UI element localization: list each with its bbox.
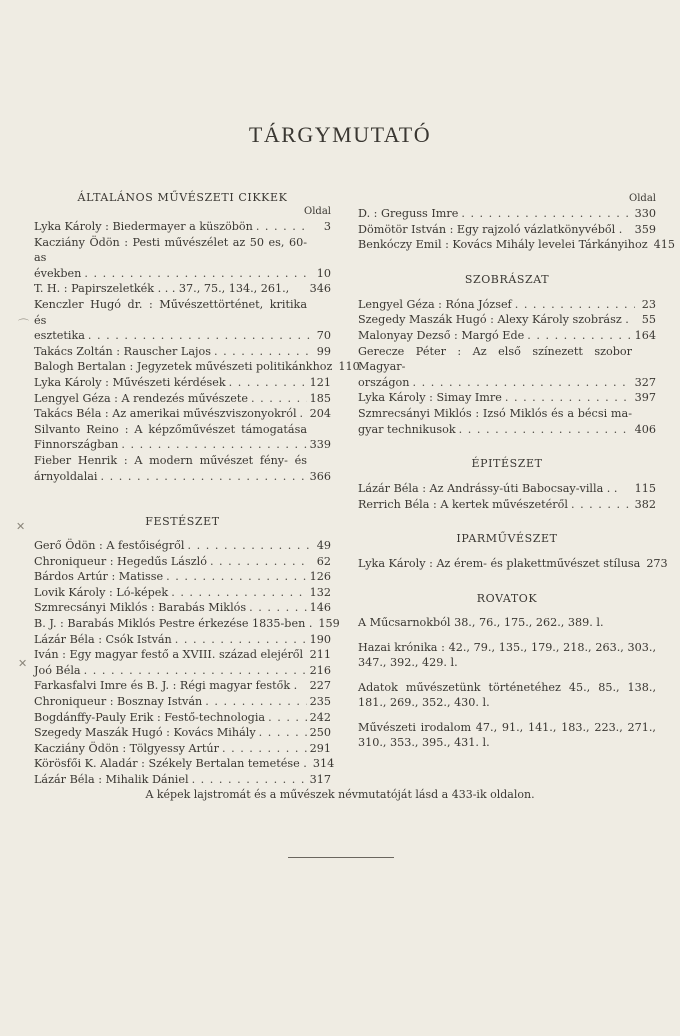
dot-leader (205, 694, 306, 710)
section-heading-painting: FESTÉSZET (145, 515, 220, 529)
index-entry (34, 359, 360, 375)
entry-title: Lyka Károly : Az érem- és plakettművészet stílusa (358, 557, 641, 571)
entry-page-number: 235 (309, 695, 331, 709)
entry-title: Körösfői K. Aladár : Székely Bertalan temetése . (34, 757, 307, 771)
index-entry-line (358, 312, 656, 328)
pencil-mark-icon: ✕ (18, 657, 28, 670)
index-entry (34, 219, 331, 235)
index-entry-line (34, 554, 331, 570)
index-entry (34, 725, 331, 741)
entry-page-number: 49 (316, 539, 331, 553)
entry-title: Lyka Károly : Simay Imre (358, 391, 502, 405)
entry-page-number: 366 (309, 469, 331, 483)
index-entry (358, 237, 675, 253)
footer-note: A képek lajstromát és a művészek névmutatóját lásd a 433-ik oldalon. (145, 788, 535, 801)
index-entry (34, 375, 331, 391)
index-entry (358, 206, 656, 222)
index-entry-line (34, 375, 331, 391)
index-entry-line (34, 756, 335, 772)
entry-title: Kacziány Ödön : Tölgyessy Artúr (34, 741, 219, 755)
entry-page-number: 121 (309, 375, 331, 389)
entry-title: Joó Béla (34, 663, 81, 677)
entry-page-number: 190 (309, 632, 331, 646)
pencil-mark-icon: ✕ (16, 520, 26, 533)
entry-title: Lyka Károly : Biedermayer a küszöbön (34, 220, 253, 233)
entry-title: B. J. : Barabás Miklós Pestre érkezése 1835-ben . (34, 617, 313, 631)
index-entry (358, 328, 656, 344)
entry-title: országon (358, 375, 410, 389)
dot-leader (101, 469, 307, 485)
dot-leader (84, 266, 310, 282)
index-entry (34, 422, 331, 453)
index-entry-line (34, 469, 331, 485)
entry-title: Lázár Béla : Csók István (34, 632, 172, 646)
entry-title: Rerrich Béla : A kertek művészetéről (358, 497, 568, 511)
entry-page-number: 339 (309, 438, 331, 452)
index-entry-line (358, 375, 656, 391)
entry-page-number: 273 (646, 557, 668, 571)
entry-title: Gerecze Péter : Az első színezett szobor Magyar- (358, 344, 632, 374)
entry-page-number: 382 (634, 497, 656, 511)
entry-page-number: 23 (641, 297, 656, 311)
index-entry (34, 453, 331, 484)
section-heading-sculpture: SZOBRÁSZAT (464, 272, 550, 286)
dot-leader (84, 663, 307, 679)
entry-title: Szmrecsányi Miklós : Barabás Miklós (34, 601, 247, 615)
entry-page-number: 10 (316, 266, 331, 280)
index-entry (358, 497, 656, 513)
entry-title: Chroniqueur : Hegedűs László (34, 554, 207, 568)
entry-title: Szmrecsányi Miklós : Izsó Miklós és a bécsi ma- (358, 406, 632, 420)
dot-leader (222, 741, 307, 757)
index-entry-line (34, 632, 331, 648)
page-column-label-right: Oldal (629, 193, 656, 204)
index-entry (34, 554, 331, 570)
index-entry (34, 632, 331, 648)
entry-page-number: 250 (309, 726, 331, 740)
index-entry (34, 538, 331, 554)
entry-title: D. : Greguss Imre (358, 207, 459, 220)
index-entry-line (34, 266, 331, 282)
entry-title: árnyoldalai (34, 469, 98, 483)
entry-title: Lázár Béla : Az Andrássy-úti Babocsay-villa . . (358, 482, 618, 496)
index-entry-line (358, 497, 656, 513)
entry-title: Szegedy Maszák Hugó : Alexy Károly szobrász . (358, 313, 629, 327)
entry-title: Kenczler Hugó dr. : Művészettörténet, kritika és (34, 297, 307, 327)
index-entry-line (34, 406, 331, 422)
dot-leader (188, 538, 311, 554)
entry-page-number: 110 (338, 360, 360, 374)
index-entry-line (34, 647, 331, 663)
index-entry-line (34, 391, 331, 407)
column-entry: Hazai krónika : 42., 79., 135., 179., 218., 263., 303., 347., 392., 429. l. (358, 640, 656, 670)
entry-page-number: 132 (309, 585, 331, 599)
index-entry-line (34, 600, 331, 616)
index-entry-line (34, 741, 331, 757)
index-entry-line (34, 725, 331, 741)
entry-page-number: 330 (634, 207, 656, 220)
section-architecture-entries (358, 481, 656, 512)
entry-page-number: 62 (316, 554, 331, 568)
entry-page-number: 99 (316, 344, 331, 358)
entry-title: években (34, 266, 82, 280)
entry-page-number: 216 (309, 663, 331, 677)
dot-leader (88, 328, 310, 344)
entry-title: Fieber Henrik : A modern művészet fény- és (34, 453, 307, 467)
section-applied-arts-entries (358, 556, 668, 572)
index-entry (358, 556, 668, 572)
index-entry (34, 647, 331, 663)
index-entry (358, 312, 656, 328)
index-entry-line (34, 328, 331, 344)
index-entry (34, 235, 331, 282)
index-entry (358, 344, 656, 391)
dot-leader (256, 219, 310, 235)
column-entry: Művészeti irodalom 47., 91., 141., 183., 223., 271., 310., 353., 395., 431. l. (358, 720, 656, 750)
index-entry (34, 600, 331, 616)
entry-title: Malonyay Dezső : Margó Ede (358, 328, 525, 342)
entry-page-number: 115 (634, 482, 656, 496)
right-column (358, 190, 675, 760)
index-entry (34, 569, 331, 585)
index-entry-line (34, 710, 331, 726)
dot-leader (268, 710, 307, 726)
entry-page-number: 314 (312, 757, 335, 771)
entry-title: Balogh Bertalan : Jegyzetek művészeti politikánkhoz (34, 360, 333, 374)
dot-leader (571, 497, 632, 513)
dot-leader (259, 725, 307, 741)
index-entry-line (358, 328, 656, 344)
entry-page-number: 204 (309, 407, 331, 421)
entry-title: Lovik Károly : Ló-képek (34, 585, 169, 599)
index-entry-line (358, 390, 656, 406)
index-entry-line (34, 219, 331, 235)
index-entry-line (34, 569, 331, 585)
dot-leader (175, 632, 307, 648)
entry-title: Dömötör István : Egy rajzoló vázlatkönyvéből . (358, 222, 623, 236)
index-entry (34, 297, 331, 344)
dot-leader (515, 297, 635, 313)
dot-leader (121, 437, 306, 453)
entry-page-number: 406 (634, 422, 656, 436)
entry-title: T. H. : Papirszeletkék . . . 37., 75., 134., 261., (34, 282, 290, 296)
entry-page-number: 327 (634, 375, 656, 389)
divider-rule (288, 857, 394, 858)
section-general-entries (34, 219, 360, 484)
index-entry (34, 756, 335, 772)
index-entry (34, 616, 340, 632)
index-entry-line (358, 297, 656, 313)
entry-page-number: 211 (309, 648, 331, 662)
entry-title: Farkasfalvi Imre és B. J. : Régi magyar festők . (34, 679, 298, 693)
index-entry (34, 585, 331, 601)
index-entry-line (34, 437, 331, 453)
dot-leader (229, 375, 307, 391)
dot-leader (505, 390, 632, 406)
section-heading-columns: ROVATOK (476, 591, 538, 605)
pencil-mark-icon: ⌒ (18, 318, 29, 331)
section-heading-architecture: ÉPITÉSZET (471, 457, 543, 471)
section-heading-applied-arts: IPARMŰVÉSZET (456, 532, 558, 546)
entry-page-number: 317 (309, 773, 331, 786)
entry-title: Chroniqueur : Bosznay István (34, 695, 203, 709)
entry-page-number: 415 (653, 238, 675, 252)
entry-page-number: 146 (309, 601, 331, 615)
entry-title: Takács Zoltán : Rauscher Lajos (34, 344, 211, 358)
dot-leader (166, 569, 307, 585)
index-entry-line (358, 237, 675, 253)
dot-leader (300, 406, 307, 422)
entry-title: Lengyel Géza : Róna József (358, 297, 512, 311)
section-sculpture-entries (358, 297, 656, 437)
index-entry-line (358, 481, 656, 497)
column-entry: Adatok művészetünk történetéhez 45., 85., 138., 181., 269., 352., 430. l. (358, 680, 656, 710)
entry-title: Bárdos Artúr : Matisse (34, 570, 164, 584)
index-entry (358, 297, 656, 313)
entry-title: gyar technikusok (358, 422, 456, 436)
index-entry-line (34, 772, 331, 788)
dot-leader (527, 328, 631, 344)
entry-title: Szegedy Maszák Hugó : Kovács Mihály (34, 726, 256, 740)
entry-page-number: 3 (323, 220, 331, 233)
dot-leader (413, 375, 632, 391)
dot-leader (192, 772, 307, 788)
index-entry-line (358, 222, 656, 238)
dot-leader (461, 206, 631, 222)
index-entry (34, 694, 331, 710)
entry-title: Kacziány Ödön : Pesti művészélet az 50 es, 60-as (34, 235, 307, 265)
index-entry-line (34, 344, 331, 360)
index-entry-line (34, 694, 331, 710)
index-entry (34, 281, 331, 297)
entry-page-number: 159 (318, 617, 340, 631)
entry-page-number: 70 (316, 329, 331, 343)
index-entry (34, 741, 331, 757)
entry-page-number: 164 (634, 328, 656, 342)
dot-leader (210, 554, 310, 570)
entry-title: Bogdánffy-Pauly Erik : Festő-technologia (34, 710, 266, 724)
entry-title: Lengyel Géza : A rendezés művészete (34, 391, 249, 405)
section-heading-general: ÁLTALÁNOS MŰVÉSZETI CIKKEK (77, 191, 288, 204)
index-entry (34, 344, 331, 360)
dot-leader (171, 585, 306, 601)
entry-page-number: 397 (634, 391, 656, 405)
index-entry (34, 772, 331, 788)
entry-title: Finnországban (34, 438, 119, 452)
index-entry-line (358, 556, 668, 572)
dot-leader (251, 391, 307, 407)
entry-page-number: 346 (309, 282, 331, 296)
column-entry: A Műcsarnokból 38., 76., 175., 262., 389. l. (358, 615, 604, 629)
entry-title: Lyka Károly : Művészeti kérdések (34, 375, 226, 389)
entry-title: Gerő Ödön : A festőiségről (34, 539, 185, 553)
index-entry (358, 406, 656, 437)
entry-page-number: 185 (309, 391, 331, 405)
index-entry (358, 222, 656, 238)
index-entry-line (358, 206, 656, 222)
entry-title: esztetika (34, 329, 85, 343)
page-column-label: Oldal (304, 206, 331, 217)
entry-title: Takács Béla : Az amerikai művészviszonyokról (34, 407, 297, 421)
entry-page-number: 126 (309, 570, 331, 584)
dot-leader (249, 600, 307, 616)
index-entry-line (34, 616, 340, 632)
index-entry-line (34, 538, 331, 554)
entry-page-number: 359 (634, 222, 656, 236)
index-entry-line (34, 663, 331, 679)
index-entry-line (34, 281, 331, 297)
dot-leader (459, 422, 632, 438)
index-entry-line (34, 678, 331, 694)
entry-page-number: 242 (309, 710, 331, 724)
index-entry (34, 391, 331, 407)
entry-title: Benkóczy Emil : Kovács Mihály levelei Tárkányihoz (358, 238, 648, 252)
entry-page-number: 227 (309, 679, 331, 693)
index-entry-line (34, 359, 360, 375)
entry-title: Lázár Béla : Mihalik Dániel (34, 773, 189, 786)
index-entry (358, 481, 656, 497)
section-columns-entries (358, 615, 656, 751)
entry-title: Iván : Egy magyar festő a XVIII. század elejéről (34, 648, 304, 662)
index-entry (34, 663, 331, 679)
entry-page-number: 55 (641, 313, 656, 327)
index-entry (34, 710, 331, 726)
index-entry (34, 406, 331, 422)
index-entry (34, 678, 331, 694)
left-column (34, 190, 360, 788)
page-title: TÁRGYMUTATÓ (248, 122, 432, 147)
dot-leader (214, 344, 310, 360)
index-entry-line (34, 585, 331, 601)
section-general-continued (358, 206, 675, 253)
section-painting-entries (34, 538, 340, 788)
index-entry (358, 390, 656, 406)
entry-title: Silvanto Reino : A képzőművészet támogatása (34, 422, 307, 436)
index-entry-line (358, 422, 656, 438)
entry-page-number: 291 (309, 741, 331, 755)
